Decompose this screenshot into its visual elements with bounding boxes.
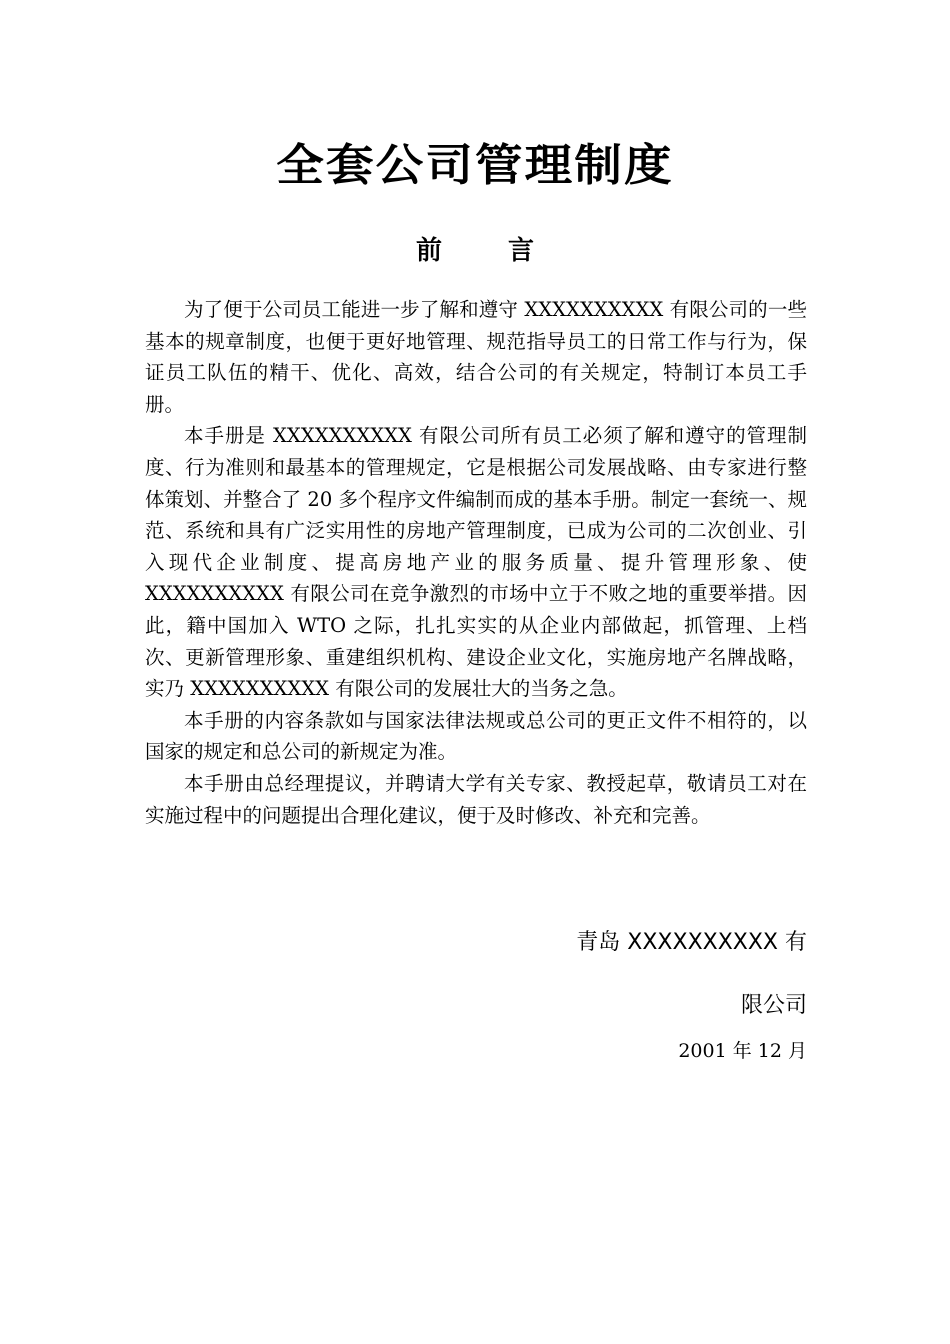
document-title: 全套公司管理制度 (276, 140, 674, 191)
document-date: 2001 年 12 月 (678, 1040, 807, 1062)
preface-paragraph: 本手册是 XXXXXXXXXX 有限公司所有员工必须了解和遵守的管理制度、行为准则和最基本的管理规定，它是根据公司发展战略、由专家进行整体策划、并整合了 20 多个程序文件编制而成的基本手册。制定一套统一、规范、系统和具有广泛实用性的房地产管理制度，已成为公司的二次创业、引入现代企业制度、提高房地产业的服务质量、提升管理形象、使 XXXXXXXXXX 有限公司在竞争激烈的市场中立于不败之地的重要举措。因此，籍中国加入 WTO 之际，扎扎实实的从企业内部做起，抓管理、上档次、更新管理形象、重建组织机构、建设企业文化，实施房地产名牌战略，实乃 XXXXXXXXXX 有限公司的发展壮大的当务之急。 (145, 424, 807, 701)
preface-heading (0, 234, 950, 268)
signature-line-2: 限公司 (740, 993, 807, 1018)
preface-body (145, 294, 807, 831)
preface-paragraph: 为了便于公司员工能进一步了解和遵守 XXXXXXXXXX 有限公司的一些基本的规章制度，也便于更好地管理、规范指导员工的日常工作与行为，保证员工队伍的精干、优化、高效，结合公司的有关规定，特制订本员工手册。 (145, 298, 807, 416)
preface-paragraph: 本手册由总经理提议，并聘请大学有关专家、教授起草，敬请员工对在实施过程中的问题提出合理化建议，便于及时修改、补充和完善。 (145, 771, 807, 827)
signature-line-1: 青岛 XXXXXXXXXX 有 (576, 930, 807, 955)
preface-paragraph: 本手册的内容条款如与国家法律法规或总公司的更正文件不相符的，以国家的规定和总公司的新规定为准。 (145, 708, 807, 764)
preface-heading-left: 前 (415, 236, 442, 266)
preface-heading-right: 言 (508, 236, 535, 266)
